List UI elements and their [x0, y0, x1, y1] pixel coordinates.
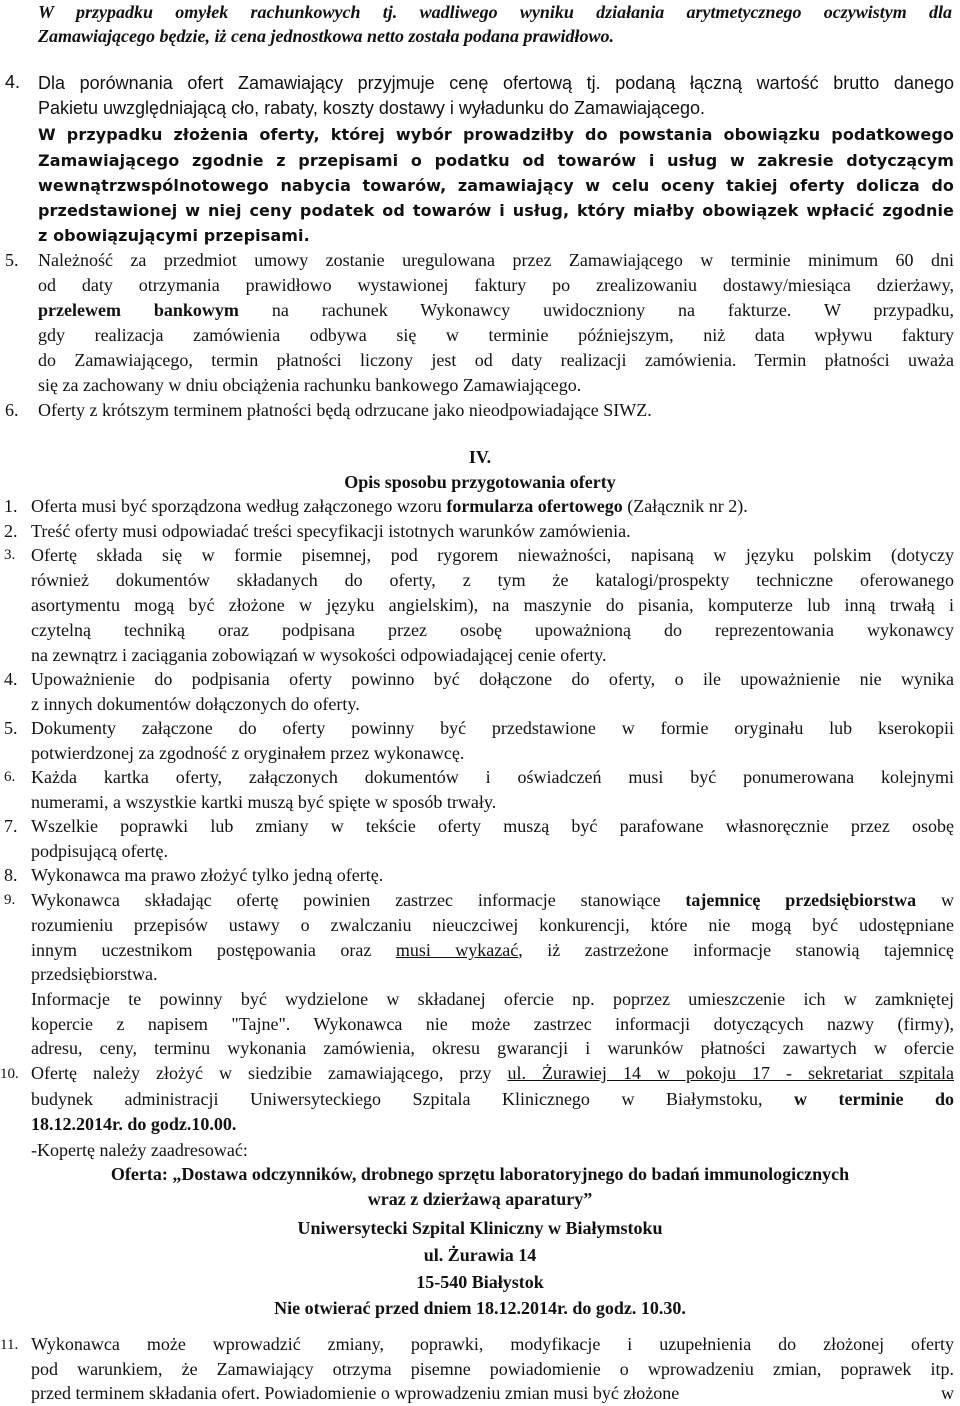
text-line	[31, 1112, 960, 1137]
bold-text: w terminie do	[793, 1089, 954, 1109]
text: przedsiębiorstwa.	[31, 964, 158, 984]
text: pod warunkiem, że Zamawiający otrzyma pisemne powiadomienie o wprowadzeniu zmian, poprawek itp.	[31, 1359, 954, 1379]
text: również dokumentów składanych do oferty, z tym że katalogi/prospekty techniczne oferowanego	[31, 570, 954, 590]
text: Ofertę należy złożyć w siedzibie zamawiającego, przy	[31, 1063, 508, 1083]
text-line	[31, 1357, 954, 1382]
item-number: 8.	[4, 865, 18, 885]
text: 18.12.2014r. do godz.10.00.	[31, 1114, 237, 1134]
text: Każda kartka oferty, załączonych dokumentów i oświadczeń musi być ponumerowana kolejnymi	[31, 767, 954, 787]
text-line	[38, 223, 960, 248]
text: Treść oferty musi odpowiadać treści specyfikacji istotnych warunków zamówienia.	[31, 521, 631, 541]
text-line	[38, 323, 954, 348]
text: W przypadku złożenia oferty, której wybór prowadziłby do powstania obowiązku podatkowego	[38, 125, 954, 144]
item-number: 7.	[4, 816, 18, 836]
text-line	[38, 373, 960, 398]
text-line	[38, 273, 954, 298]
text: Uniwersytecki Szpital Kliniczny w Białymstoku	[297, 1218, 663, 1238]
underlined-text: musi wykazać	[395, 940, 519, 960]
text: Wykonawca składając ofertę powinien zastrzec informacje stanowiące	[31, 890, 686, 910]
text: czytelną techniką oraz podpisana przez osobę upoważnioną do reprezentowania wykonawcy	[31, 620, 954, 640]
text: przed terminem składania ofert. Powiadomienie o wprowadzeniu zmian musi być złożone	[31, 1383, 680, 1403]
text-line	[31, 1012, 954, 1037]
text-line	[31, 716, 954, 741]
text-line	[31, 814, 954, 839]
text: IV.	[468, 447, 492, 467]
text: , iż zastrzeżone informacje stanowią tajemnicę	[518, 940, 954, 960]
item-number: 5.	[4, 718, 18, 738]
text: 15-540 Białystok	[416, 1272, 544, 1292]
text-line	[38, 71, 954, 96]
text-line	[31, 1061, 954, 1086]
text-line	[31, 643, 960, 668]
text: na rachunek Wykonawcy uwidoczniony na fakturze. W przypadku,	[238, 300, 955, 320]
text-line	[31, 938, 954, 963]
text: Zamawiającego zgodnie z przepisami o podatku od towarów i usług w zakresie dotyczącym	[38, 151, 954, 170]
text-line	[38, 198, 954, 223]
text-line	[0, 0, 952, 25]
text-line	[31, 1138, 960, 1163]
text-line	[31, 593, 954, 618]
text: Upoważnienie do podpisania oferty powinno być dołączone do oferty, o ile upoważnienie nie wynika	[31, 669, 954, 689]
envelope-line	[0, 1243, 960, 1268]
bold-text: formularza ofertowego	[446, 496, 623, 516]
text: Wykonawca ma prawo złożyć tylko jedną ofertę.	[31, 865, 384, 885]
text: budynek administracji Uniwersyteckiego Szpitala Klinicznego w Białymstoku,	[31, 1089, 794, 1109]
text: się za zachowany w dniu obciążenia rachunku bankowego Zamawiającego.	[38, 375, 582, 395]
text-line	[31, 519, 960, 544]
text-line	[38, 248, 954, 273]
text: Oferta musi być sporządzona według załączonego wzoru	[31, 496, 447, 516]
text-line	[31, 692, 960, 717]
text-line	[38, 348, 954, 373]
text: ul. Żurawia 14	[423, 1245, 537, 1265]
section-title	[0, 470, 960, 495]
text-line	[0, 24, 960, 49]
text: Pakietu uwzględniającą cło, rabaty, koszty dostawy i wyładunku do Zamawiającego.	[38, 98, 706, 118]
text-line	[31, 543, 954, 568]
item-number: 4.	[5, 72, 21, 92]
text: z innych dokumentów dołączonych do oferty.	[31, 694, 360, 714]
text-line	[31, 1332, 954, 1357]
text-line	[31, 913, 954, 938]
item-number: 10.	[0, 1066, 19, 1082]
text: wraz z dzierżawą aparatury”	[367, 1189, 593, 1209]
text-line	[38, 148, 954, 173]
item-number: 4.	[4, 669, 18, 689]
text: wewnątrzwspólnotowego nabycia towarów, zamawiający w celu oceny takiej oferty dolicza do	[38, 176, 954, 195]
text: Wszelkie poprawki lub zmiany w tekście oferty muszą być parafowane własnoręcznie przez osobę	[31, 816, 954, 836]
text: Opis sposobu przygotowania oferty	[344, 472, 616, 492]
envelope-line	[0, 1270, 960, 1295]
envelope-line	[0, 1187, 960, 1212]
text: Oferty z krótszym terminem płatności będą odrzucane jako nieodpowiadające SIWZ.	[38, 400, 652, 420]
text-line	[38, 173, 954, 198]
text-line	[31, 888, 954, 913]
text: Należność za przedmiot umowy zostanie uregulowana przez Zamawiającego w terminie minimum 60 dni	[38, 250, 954, 270]
text: numerami, a wszystkie kartki muszą być spięte w sposób trwały.	[31, 792, 497, 812]
bold-text: przelewem bankowym	[38, 300, 239, 320]
underlined-text: ul. Żurawiej 14 w pokoju 17 - sekretariat szpitala	[507, 1063, 954, 1083]
text: kopercie z napisem "Tajne". Wykonawca nie może zastrzec informacji dotyczących nazwy (firmy),	[31, 1014, 954, 1034]
text-line	[31, 494, 960, 519]
text-line	[38, 122, 954, 147]
text-line	[31, 765, 954, 790]
text-line	[31, 839, 960, 864]
text: adresu, ceny, terminu wykonania zamówienia, okresu gwarancji i warunków płatności zawartych w ofercie	[31, 1038, 954, 1058]
envelope-line	[0, 1162, 960, 1187]
item-number: 1.	[4, 496, 18, 516]
text-line	[31, 741, 960, 766]
text: W przypadku omyłek rachunkowych tj. wadliwego wyniku działania arytmetycznego oczywistym dla	[38, 2, 952, 22]
envelope-line	[0, 1296, 960, 1321]
section-number	[0, 445, 960, 470]
text: potwierdzonej za zgodność z oryginałem przez wykonawcę.	[31, 743, 465, 763]
text: innym uczestnikom postępowania oraz	[31, 940, 396, 960]
text-line	[31, 667, 954, 692]
text: Nie otwierać przed dniem 18.12.2014r. do godz. 10.30.	[274, 1298, 686, 1318]
text-line	[31, 790, 960, 815]
item-number: 2.	[4, 521, 18, 541]
text: Dla porównania ofert Zamawiający przyjmuje cenę ofertową tj. podaną łączną wartość brutto danego	[38, 73, 954, 93]
text-line	[31, 1036, 954, 1061]
text: Oferta: „Dostawa odczynników, drobnego sprzętu laboratoryjnego do badań immunologicznych	[110, 1164, 850, 1184]
text: -Kopertę należy zaadresować:	[31, 1140, 248, 1160]
text: (Załącznik nr 2).	[622, 496, 748, 516]
item-number: 6.	[4, 769, 16, 785]
text: Informacje te powinny być wydzielone w składanej ofercie np. poprzez umieszczenie ich w zamkniętej	[31, 989, 954, 1009]
bold-text: tajemnicę przedsiębiorstwa	[685, 890, 917, 910]
item-number: 5.	[5, 250, 19, 270]
text: z obowiązującymi przepisami.	[38, 226, 310, 245]
text-line	[31, 987, 954, 1012]
text: przedstawionej w niej ceny podatek od towarów i usług, który miałby obowiązek wpłacić zgodnie	[38, 201, 954, 220]
text: Ofertę składa się w formie pisemnej, pod rygorem nieważności, napisaną w języku polskim (dotyczy	[31, 545, 954, 565]
text-line	[31, 863, 960, 888]
item-number: 3.	[4, 547, 16, 563]
text: w	[941, 1383, 954, 1403]
text-line	[31, 1087, 954, 1112]
text-line	[31, 618, 954, 643]
text: w	[916, 890, 954, 910]
text: Wykonawca może wprowadzić zmiany, poprawki, modyfikacje i uzupełnienia do złożonej oferty	[31, 1334, 954, 1354]
text-line	[31, 1381, 954, 1406]
text: od daty otrzymania prawidłowo wystawionej faktury po zrealizowaniu dostawy/miesiąca dzierżawy,	[38, 275, 954, 295]
text: gdy realizacja zamówienia odbywa się w terminie późniejszym, niż data wpływu faktury	[38, 325, 954, 345]
text: rozumieniu przepisów ustawy o zwalczaniu nieuczciwej konkurencji, które nie mogą być udostępniane	[31, 915, 954, 935]
text-line	[38, 298, 954, 323]
envelope-line	[0, 1216, 960, 1241]
text: Zamawiającego będzie, iż cena jednostkowa netto została podana prawidłowo.	[38, 26, 615, 46]
text: podpisującą ofertę.	[31, 841, 168, 861]
item-number: 9.	[4, 892, 16, 908]
item-number: 11.	[0, 1337, 19, 1353]
text-line	[38, 96, 960, 121]
item-number: 6.	[5, 400, 19, 420]
text-line	[38, 398, 960, 423]
text: do Zamawiającego, termin płatności liczony jest od daty realizacji zamówienia. Termin płatności uważa	[38, 350, 954, 370]
text: na zewnątrz i zaciągania zobowiązań w wysokości odpowiadającej cenie oferty.	[31, 645, 607, 665]
text: Dokumenty załączone do oferty powinny być przedstawione w formie oryginału lub kserokopii	[31, 718, 954, 738]
text-line	[31, 568, 954, 593]
text-line	[31, 962, 960, 987]
text: asortymentu mogą być złożone w języku angielskim), na maszynie do pisania, komputerze lub inną trwałą i	[31, 595, 954, 615]
